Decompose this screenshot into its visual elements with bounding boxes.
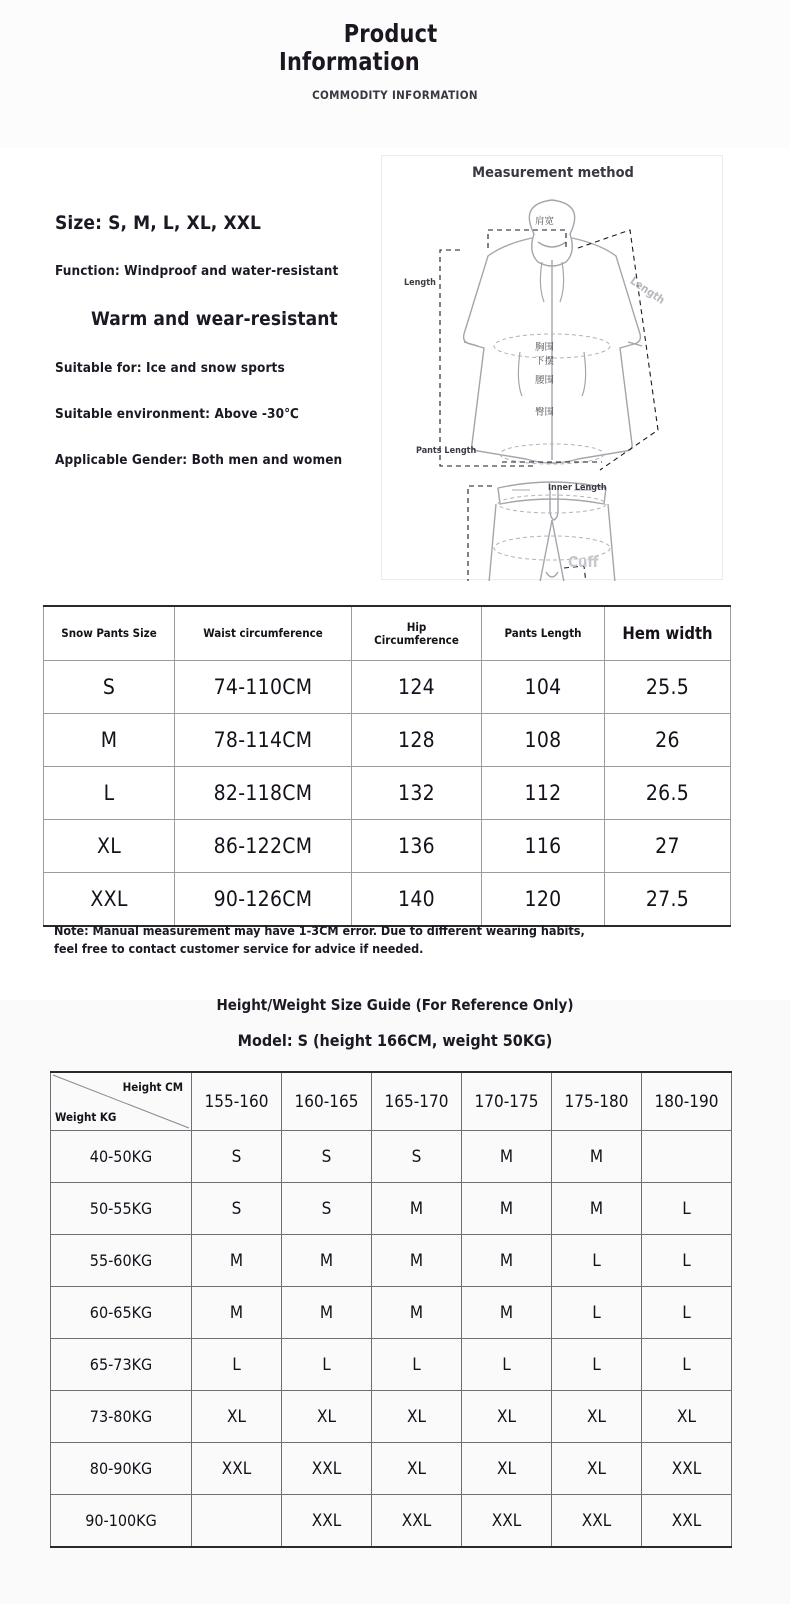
page-title	[279, 20, 502, 76]
cell-size: L	[552, 1287, 642, 1339]
cell-size: XL	[282, 1391, 372, 1443]
measurement-diagram-title: Measurement method	[472, 165, 634, 181]
feature-function: Function: Windproof and water-resistant	[55, 263, 339, 279]
table-row	[51, 1131, 732, 1183]
cell-size: XL	[462, 1443, 552, 1495]
note-line-1: Note: Manual measurement may have 1-3CM error. Due to different wearing habits,	[54, 923, 585, 938]
cell-size: XL	[192, 1391, 282, 1443]
row-weight-range: 60-65KG	[51, 1287, 192, 1339]
table-row	[51, 1339, 732, 1391]
cell-size: M	[462, 1183, 552, 1235]
feature-environment: Suitable environment: Above -30℃	[55, 406, 299, 422]
cell-size: XL	[372, 1391, 462, 1443]
row-weight-range: 50-55KG	[51, 1183, 192, 1235]
guide-table-body	[51, 1131, 732, 1548]
measurement-note	[54, 922, 714, 958]
table-row	[51, 1391, 732, 1443]
cell-waist: 90-126CM	[175, 873, 352, 927]
cell-size: L	[462, 1339, 552, 1391]
header-height-range: 175-180	[552, 1072, 642, 1131]
header-height-range: 165-170	[372, 1072, 462, 1131]
header-waist-circumference: Waist circumference	[175, 606, 352, 661]
cell-size	[642, 1131, 732, 1183]
size-guide-title: Height/Weight Size Guide (For Reference Only)	[216, 996, 574, 1014]
cell-pants-length: 120	[482, 873, 605, 927]
row-weight-range: 73-80KG	[51, 1391, 192, 1443]
cell-size: M	[282, 1287, 372, 1339]
cell-size: XXL	[192, 1443, 282, 1495]
note-line-2: feel free to contact customer service for advice if needed.	[54, 941, 424, 956]
model-info: Model: S (height 166CM, weight 50KG)	[237, 1031, 553, 1050]
cell-waist: 86-122CM	[175, 820, 352, 873]
cell-size: XXL	[552, 1495, 642, 1548]
cell-size: XXL	[372, 1495, 462, 1548]
corner-height-label: Height CM	[122, 1080, 183, 1094]
header-height-range: 155-160	[192, 1072, 282, 1131]
cell-size: XL	[44, 820, 175, 873]
cell-size: S	[192, 1183, 282, 1235]
header-hip-line1: Hip	[406, 619, 427, 634]
pants-table-head	[44, 606, 731, 661]
label-jacket-length-left: Length	[404, 278, 436, 288]
header-hem-width: Hem width	[605, 606, 731, 661]
row-weight-range: 65-73KG	[51, 1339, 192, 1391]
page-title-line1: Product	[343, 19, 438, 48]
cell-hem-width: 27.5	[605, 873, 731, 927]
cell-size: M	[282, 1235, 372, 1287]
feature-gender: Applicable Gender: Both men and women	[55, 452, 343, 468]
label-chest-cn: 胸围	[535, 342, 555, 353]
label-waist-cn: 腰围	[535, 375, 555, 386]
cell-pants-length: 108	[482, 714, 605, 767]
corner-weight-label: Weight KG	[55, 1110, 117, 1124]
height-weight-size-table	[50, 1071, 732, 1548]
header-height-range: 180-190	[642, 1072, 732, 1131]
cell-waist: 82-118CM	[175, 767, 352, 820]
cell-size: L	[642, 1235, 732, 1287]
cell-size: XXL	[44, 873, 175, 927]
header-height-range: 170-175	[462, 1072, 552, 1131]
row-weight-range: 80-90KG	[51, 1443, 192, 1495]
guide-table-head	[51, 1072, 732, 1131]
cell-pants-length: 104	[482, 661, 605, 714]
cell-pants-length: 116	[482, 820, 605, 873]
cell-size: XXL	[642, 1495, 732, 1548]
header-snow-pants-size: Snow Pants Size	[44, 606, 175, 661]
cell-hem-width: 27	[605, 820, 731, 873]
cell-size: XXL	[642, 1443, 732, 1495]
label-pants-length: Pants Length	[416, 446, 477, 456]
label-inner-length: Inner Length	[548, 483, 607, 493]
label-hip-cn: 臀围	[535, 407, 555, 418]
row-weight-range: 90-100KG	[51, 1495, 192, 1548]
cell-pants-length: 112	[482, 767, 605, 820]
cell-size: L	[192, 1339, 282, 1391]
snow-pants-size-table	[43, 605, 731, 927]
label-jacket-length-right: Length	[627, 274, 668, 307]
feature-list	[55, 212, 385, 468]
page-header	[0, 0, 790, 148]
table-row	[44, 820, 731, 873]
cell-hip: 132	[352, 767, 482, 820]
pants-table-header-row	[44, 606, 731, 661]
cell-size: M	[462, 1235, 552, 1287]
table-row	[51, 1287, 732, 1339]
cell-size: M	[462, 1287, 552, 1339]
cell-size: S	[282, 1183, 372, 1235]
table-row	[51, 1495, 732, 1548]
cell-hip: 136	[352, 820, 482, 873]
cell-size: S	[372, 1131, 462, 1183]
cell-size: M	[44, 714, 175, 767]
cell-size: M	[192, 1235, 282, 1287]
cell-size: XL	[372, 1443, 462, 1495]
label-shoulder-width-cn: 肩宽	[535, 216, 555, 227]
row-weight-range: 55-60KG	[51, 1235, 192, 1287]
table-row	[51, 1235, 732, 1287]
cell-size: S	[44, 661, 175, 714]
cell-hem-width: 26.5	[605, 767, 731, 820]
cell-size: L	[372, 1339, 462, 1391]
page-title-line2: Information	[279, 47, 420, 76]
cell-hem-width: 26	[605, 714, 731, 767]
table-row	[44, 873, 731, 927]
feature-warmth: Warm and wear-resistant	[91, 308, 338, 330]
cell-size: L	[44, 767, 175, 820]
cell-size: XL	[642, 1391, 732, 1443]
cell-hip: 128	[352, 714, 482, 767]
table-row	[44, 661, 731, 714]
cell-size: L	[642, 1287, 732, 1339]
cell-hip: 124	[352, 661, 482, 714]
page-subtitle: COMMODITY INFORMATION	[312, 88, 478, 102]
cell-size: XL	[552, 1443, 642, 1495]
header-hip-line2: Circumference	[374, 632, 459, 647]
feature-size: Size: S, M, L, XL, XXL	[55, 212, 262, 234]
cell-size: XL	[552, 1391, 642, 1443]
cell-hip: 140	[352, 873, 482, 927]
cell-hem-width: 25.5	[605, 661, 731, 714]
cell-size: XL	[462, 1391, 552, 1443]
pants-table-body	[44, 661, 731, 927]
cell-size: S	[192, 1131, 282, 1183]
table-row	[51, 1443, 732, 1495]
header-height-range: 160-165	[282, 1072, 372, 1131]
cell-size: L	[552, 1235, 642, 1287]
label-cuff: Cuff	[568, 553, 599, 571]
cell-waist: 78-114CM	[175, 714, 352, 767]
cell-size: M	[552, 1183, 642, 1235]
cell-size: M	[372, 1183, 462, 1235]
corner-header-cell	[51, 1072, 192, 1131]
cell-size: M	[372, 1287, 462, 1339]
label-hem-cn: 下摆	[535, 356, 555, 367]
cell-size: M	[552, 1131, 642, 1183]
cell-size	[192, 1495, 282, 1548]
table-row	[44, 767, 731, 820]
cell-waist: 74-110CM	[175, 661, 352, 714]
cell-size: XXL	[462, 1495, 552, 1548]
cell-size: L	[552, 1339, 642, 1391]
feature-suitable-for: Suitable for: Ice and snow sports	[55, 360, 285, 376]
cell-size: M	[372, 1235, 462, 1287]
cell-size: L	[282, 1339, 372, 1391]
cell-size: XXL	[282, 1495, 372, 1548]
header-hip-circumference	[352, 606, 482, 661]
measurement-diagram-panel	[381, 155, 723, 580]
cell-size: M	[192, 1287, 282, 1339]
guide-table-header-row	[51, 1072, 732, 1131]
cell-size: XXL	[282, 1443, 372, 1495]
table-row	[51, 1183, 732, 1235]
cell-size: S	[282, 1131, 372, 1183]
table-row	[44, 714, 731, 767]
cell-size: M	[462, 1131, 552, 1183]
header-pants-length: Pants Length	[482, 606, 605, 661]
cell-size: L	[642, 1339, 732, 1391]
cell-size: L	[642, 1183, 732, 1235]
row-weight-range: 40-50KG	[51, 1131, 192, 1183]
